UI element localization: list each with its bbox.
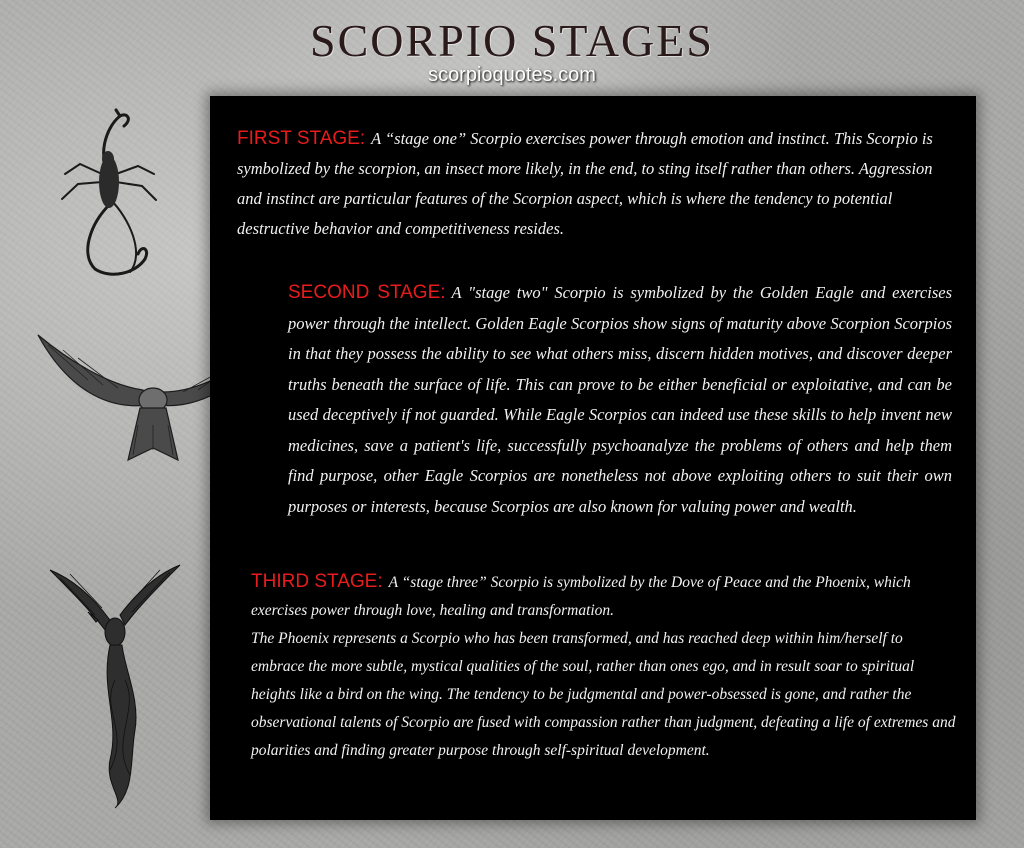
- third-stage-text-continued: The Phoenix represents a Scorpio who has been transformed, and has reached deep within him/herself to embrace the more subtle, mystical qualities of the soul, rather than ones ego, and in result soar to spiritual heights like a bird on the wing. The tendency to be judgmental and power-obsessed is gone, and rather the observational talents of Scorpio are fused with compassion rather than judgment, defeating a life of extremes and polarities and finding greater purpose through self-spiritual development.: [251, 630, 956, 759]
- scorpion-illustration: [50, 104, 170, 284]
- first-stage-label: FIRST STAGE:: [237, 128, 366, 149]
- page-title: SCORPIO STAGES: [310, 15, 714, 66]
- third-stage-text: A “stage three” Scorpio is symbolized by the Dove of Peace and the Phoenix, which exercises power through love, healing and transformation.: [251, 574, 911, 619]
- phoenix-illustration: [40, 560, 190, 810]
- third-stage-label: THIRD STAGE:: [251, 571, 383, 592]
- second-stage-block: [288, 278, 952, 522]
- first-stage-text: A “stage one” Scorpio exercises power through emotion and instinct. This Scorpio is symbolized by the scorpion, an insect more likely, in the end, to sting itself rather than others. Aggression and instinct are particular features of the Scorpion aspect, which is where the tendency to potential destructive behavior and competitiveness resides.: [237, 129, 933, 238]
- second-stage-text: A "stage two" Scorpio is symbolized by the Golden Eagle and exercises power through the intellect. Golden Eagle Scorpios show signs of maturity above Scorpion Scorpios in that they possess the ability to see what others miss, discern hidden motives, and discover deeper truths beneath the surface of life. This can prove to be either beneficial or exploitative, and can be used deceptively if not guarded. While Eagle Scorpios can indeed use these skills to help invent new medicines, save a patient's life, successfully psychoanalyze the problems of others and help them find purpose, other Eagle Scorpios are nonetheless not above exploiting others to suit their own purposes or interests, because Scorpios are also known for valuing power and wealth.: [288, 283, 953, 516]
- third-stage-block: [251, 568, 956, 765]
- second-stage-label: SECOND STAGE:: [288, 282, 446, 303]
- first-stage-block: [237, 124, 947, 244]
- site-url: scorpioquotes.com: [428, 64, 596, 86]
